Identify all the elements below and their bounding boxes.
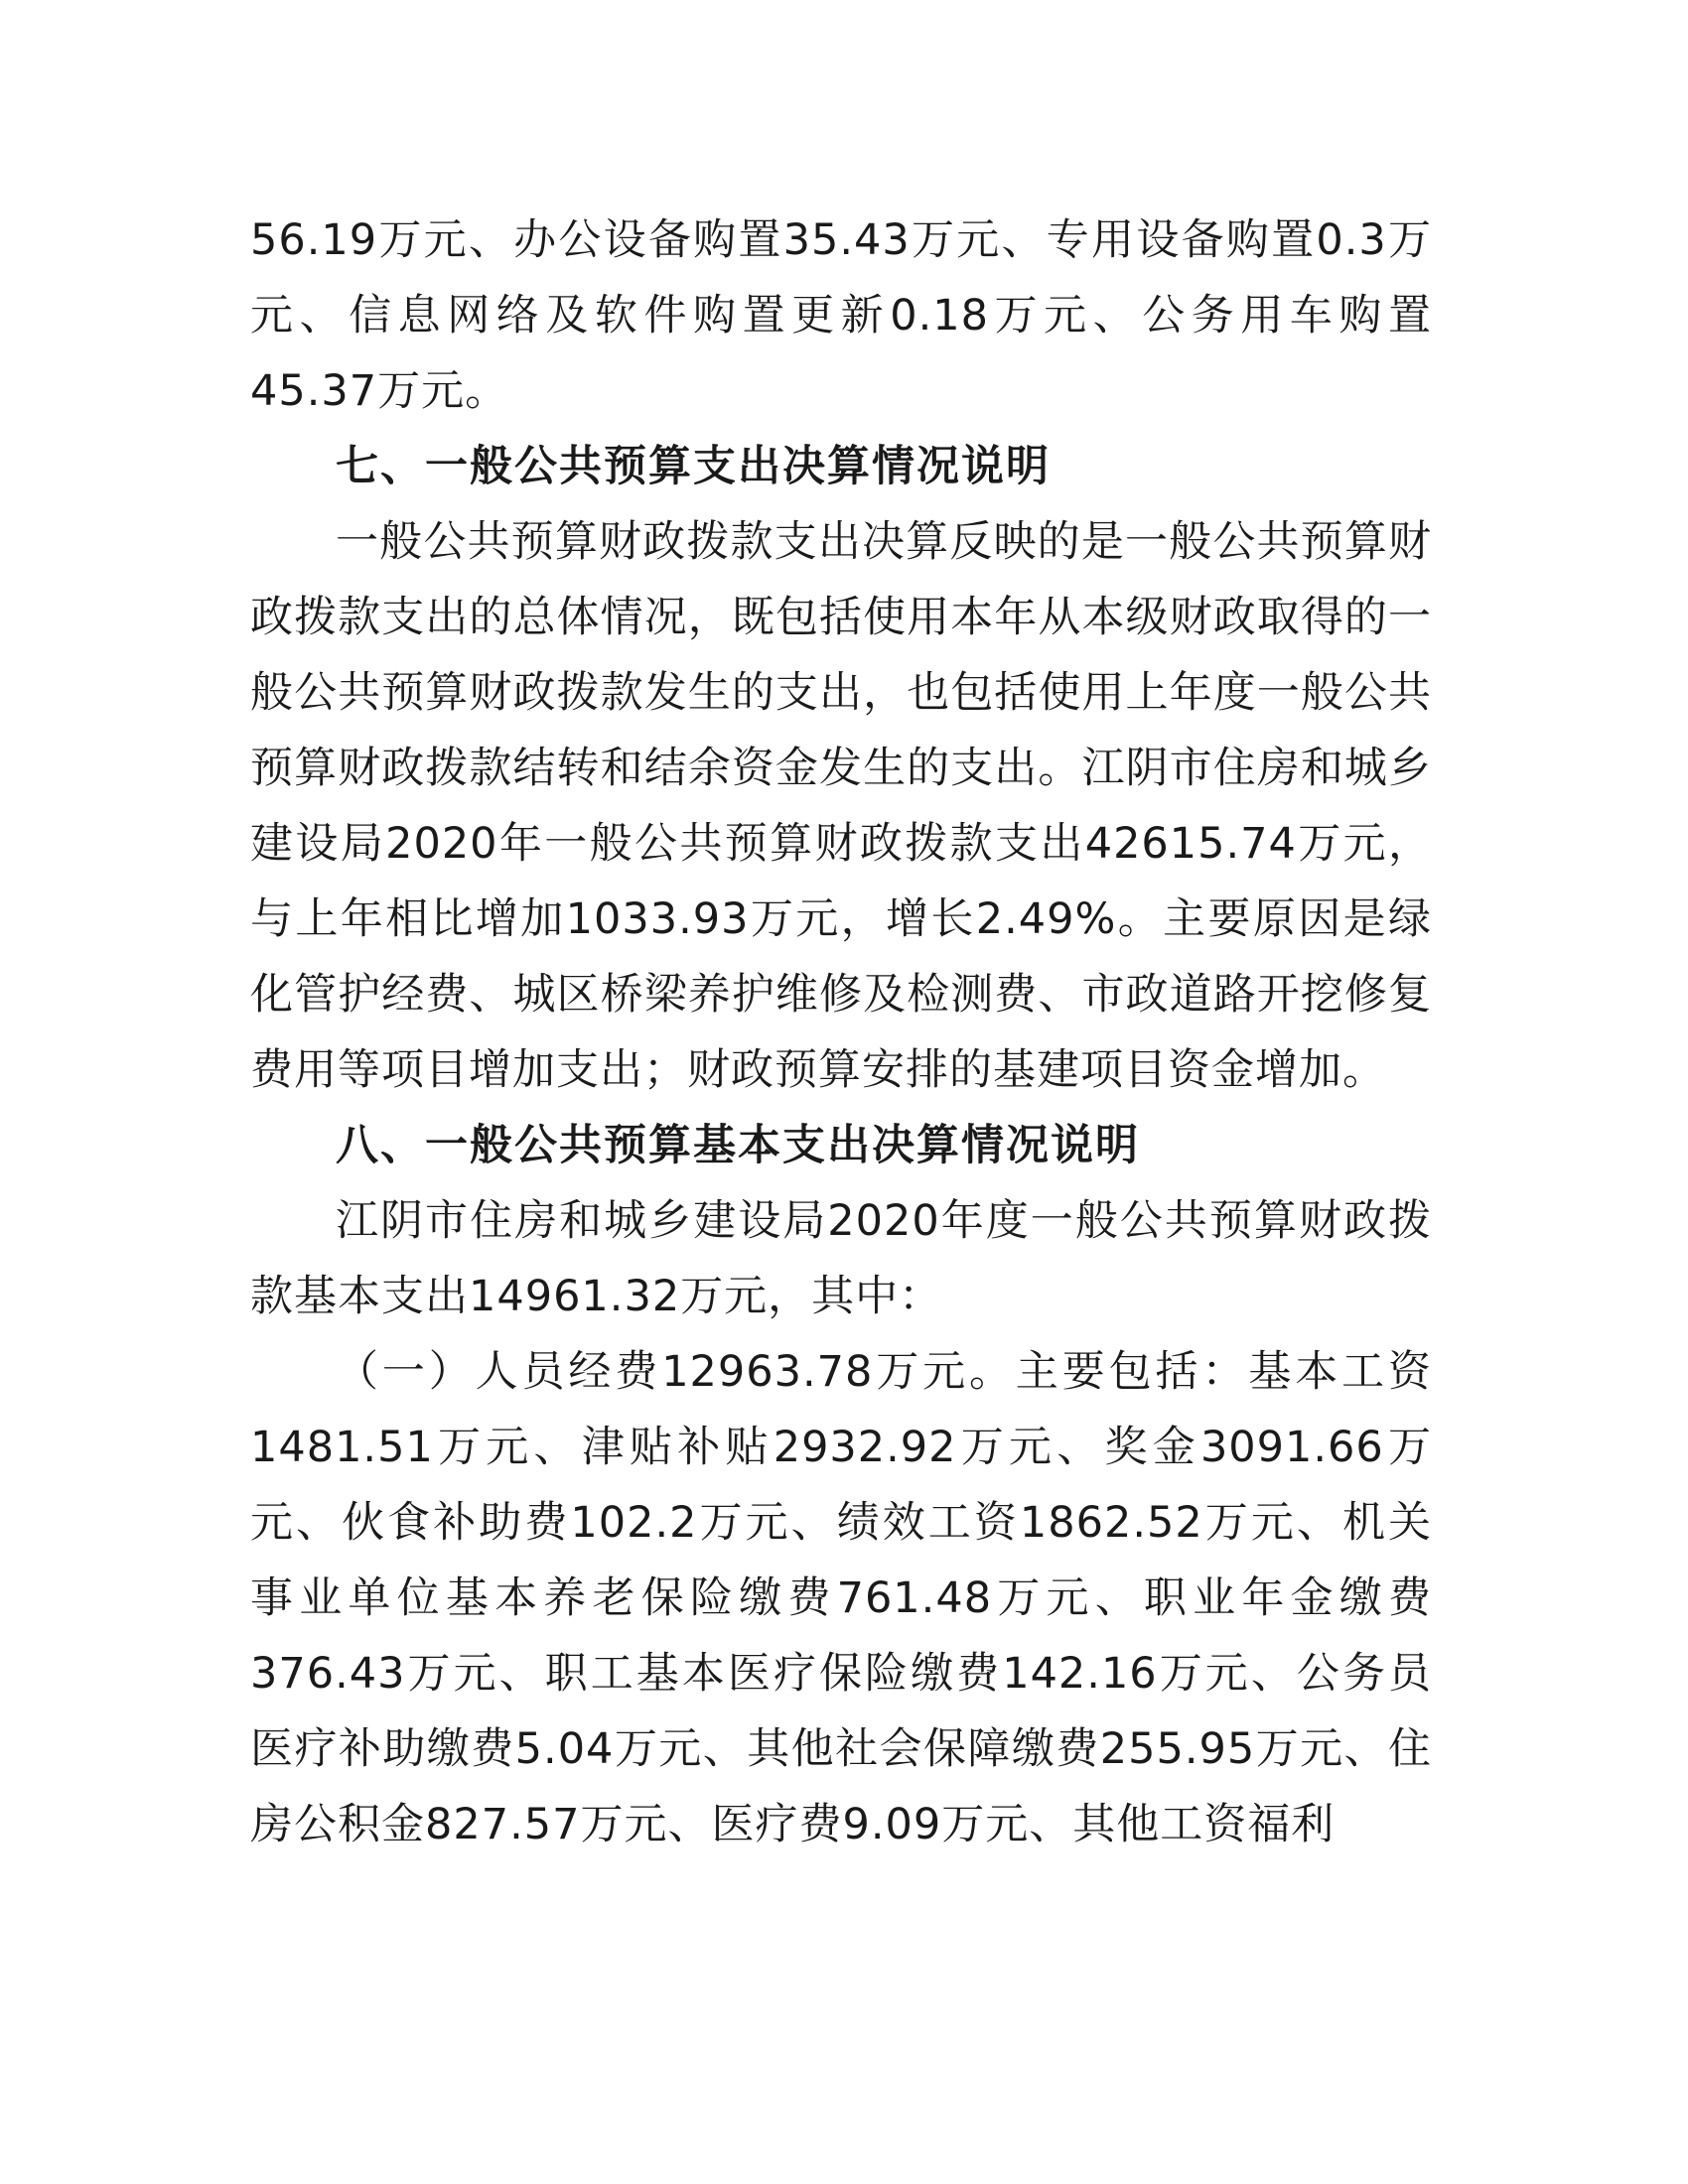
paragraph-section-8: 江阴市住房和城乡建设局2020年度一般公共预算财政拨款基本支出14961.32万元，其中： (250, 1196, 1432, 1321)
paragraph-section-7: 一般公共预算财政拨款支出决算反映的是一般公共预算财政拨款支出的总体情况，既包括使用本年从本级财政取得的一般公共预算财政拨款发生的支出，也包括使用上年度一般公共预算财政拨款结转和结余资金发生的支出。江阴市住房和城乡建设局2020年一般公共预算财政拨款支出42615.74万元，与上年相比增加1033.93万元，增长2.49%。主要原因是绿化管护经费、城区桥梁养护维修及检测费、市政道路开挖修复费用等项目增加支出；财政预算安排的基建项目资金增加。 (250, 517, 1432, 1095)
paragraph-personnel-expenses: （一）人员经费12963.78万元。主要包括：基本工资1481.51万元、津贴补贴2932.92万元、奖金3091.66万元、伙食补助费102.2万元、绩效工资1862.52万元、机关事业单位基本养老保险缴费761.48万元、职业年金缴费376.43万元、职工基本医疗保险缴费142.16万元、公务员医疗补助缴费5.04万元、其他社会保障缴费255.95万元、住房公积金827.57万元、医疗费9.09万元、其他工资福利 (250, 1347, 1432, 1849)
section-heading-7: 七、一般公共预算支出决算情况说明 (336, 442, 1051, 491)
paragraph-capital-expenditure: 56.19万元、办公设备购置35.43万元、专用设备购置0.3万元、信息网络及软件购置更新0.18万元、公务用车购置45.37万元。 (250, 215, 1432, 416)
section-heading-8: 八、一般公共预算基本支出决算情况说明 (336, 1121, 1140, 1170)
document-page (250, 203, 1432, 1862)
